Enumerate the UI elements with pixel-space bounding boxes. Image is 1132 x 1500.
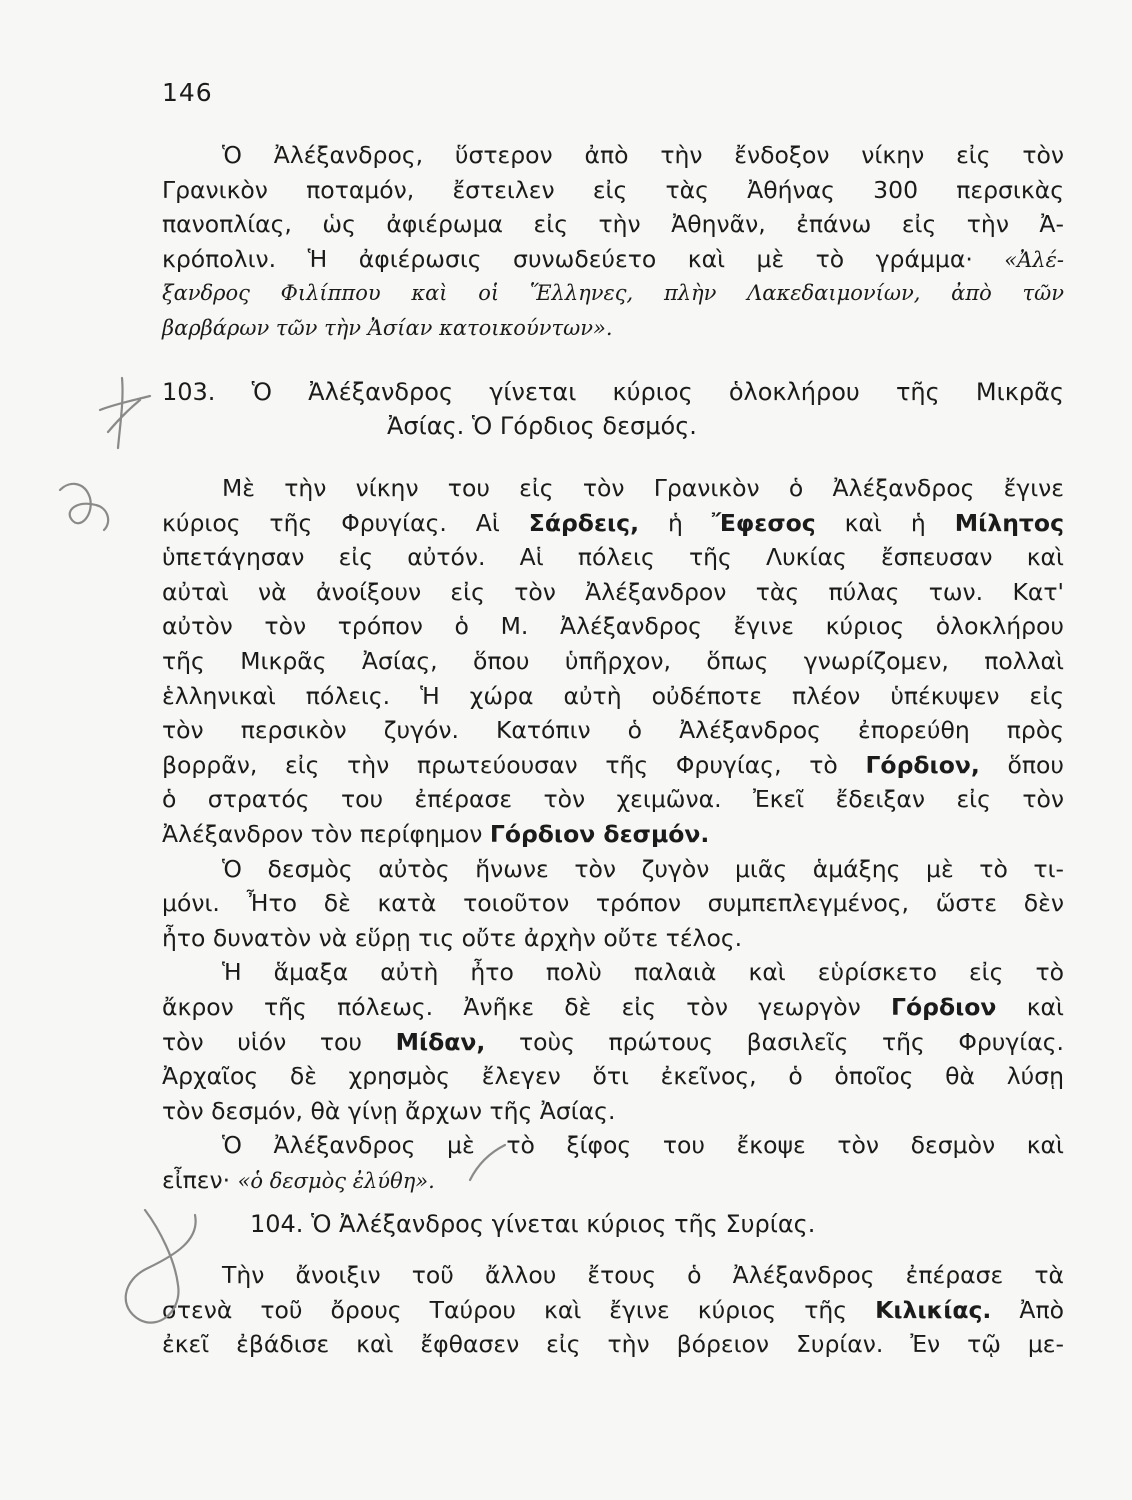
text-line: Μὲ τὴν νίκην του εἰς τὸν Γρανικὸν ὁ Ἀλέξανδρος ἔγινε xyxy=(222,474,1064,502)
intro-paragraph xyxy=(162,138,1064,346)
text-line: ἐκεῖ ἐβάδισε καὶ ἔφθασεν εἰς τὴν βόρειον Συρίαν. Ἐν τῷ με- xyxy=(162,1330,1064,1359)
text-line: αὐτὸν τὸν τρόπον ὁ Μ. Ἀλέξανδρος ἔγινε κύριος ὁλοκλήρου xyxy=(162,612,1064,641)
section-heading-103-cont: Ἀσίας. Ὁ Γόρδιος δεσμός. xyxy=(387,412,697,440)
text-line xyxy=(162,990,1064,1025)
text-line xyxy=(162,748,1064,783)
text-span: στενὰ τοῦ ὄρους Ταύρου καὶ ἔγινε κύριος τῆς xyxy=(162,1295,876,1324)
bold-term: Μίλητος xyxy=(954,508,1064,537)
text-line: Τὴν ἄνοιξιν τοῦ ἄλλου ἔτους ὁ Ἀλέξανδρος ἐπέρασε τὰ xyxy=(222,1261,1064,1289)
bold-term: Γόρδιον, xyxy=(865,750,980,779)
text-span: ἄκρον τῆς πόλεως. Ἀνῆκε δὲ εἰς τὸν γεωργὸν xyxy=(162,992,892,1021)
text-line: Ὁ δεσμὸς αὐτὸς ἥνωνε τὸν ζυγὸν μιᾶς ἁμάξης μὲ τὸ τι- xyxy=(222,854,1064,883)
text-line xyxy=(162,1163,1064,1198)
pencil-cross-mark xyxy=(100,378,150,448)
text-span: κύριος τῆς Φρυγίας. Αἱ xyxy=(162,508,529,537)
bold-term: Γόρδιον xyxy=(891,992,997,1021)
text-span: Ἀλέξανδρον τὸν περίφημον xyxy=(162,819,490,848)
text-line xyxy=(162,506,1064,541)
text-line: ὁ στρατός του ἐπέρασε τὸν χειμῶνα. Ἐκεῖ ἔδειξαν εἰς τὸν xyxy=(162,785,1064,814)
text-span: τὸν υἱόν του xyxy=(162,1027,396,1056)
section-heading-104: 104. Ὁ Ἀλέξανδρος γίνεται κύριος τῆς Συρίας. xyxy=(250,1210,816,1238)
text-line xyxy=(162,242,1064,277)
text-line: Ὁ Ἀλέξανδρος μὲ τὸ ξίφος του ἔκοψε τὸν δεσμὸν καὶ xyxy=(222,1131,1064,1160)
text-span: καὶ ἡ xyxy=(815,508,955,537)
quote-italic: «Ἀλέ- xyxy=(1004,247,1064,272)
text-line: ὑπετάγησαν εἰς αὐτόν. Αἱ πόλεις τῆς Λυκίας ἔσπευσαν καὶ xyxy=(162,543,1064,572)
text-line: τὸν περσικὸν ζυγόν. Κατόπιν ὁ Ἀλέξανδρος ἐπορεύθη πρὸς xyxy=(162,716,1064,745)
paragraph-103-1 xyxy=(162,471,1064,1197)
text-line: Γρανικὸν ποταμόν, ἔστειλεν εἰς τὰς Ἀθήνας 300 περσικὰς xyxy=(162,175,1064,204)
quote-line: ξανδρος Φιλίππου καὶ οἱ Ἕλληνες, πλὴν Λακεδαιμονίων, ἀπὸ τῶν xyxy=(162,281,1064,306)
pencil-scribble xyxy=(60,484,108,530)
paragraph-104-1 xyxy=(162,1258,1064,1362)
text-span: εἶπεν· xyxy=(162,1165,238,1194)
quote-italic: «ὁ δεσμὸς ἐλύθη». xyxy=(237,1168,435,1193)
text-span: Ἀπὸ xyxy=(991,1295,1064,1324)
page-number: 146 xyxy=(162,78,213,107)
text-line: τῆς Μικρᾶς Ἀσίας, ὅπου ὑπῆρχον, ὅπως γνωρίζομεν, πολλαὶ xyxy=(162,646,1064,675)
text-span: ἡ xyxy=(639,508,712,537)
text-line: ἦτο δυνατὸν νὰ εὕρῃ τις οὔτε ἀρχὴν οὔτε τέλος. xyxy=(162,923,743,952)
bold-term: Γόρδιον δεσμόν. xyxy=(489,819,710,848)
text-line: ἑλληνικαὶ πόλεις. Ἡ χώρα αὐτὴ οὐδέποτε πλέον ὑπέκυψεν εἰς xyxy=(162,681,1064,710)
text-line: αὐταὶ νὰ ἀνοίξουν εἰς τὸν Ἀλέξανδρον τὰς πύλας των. Κατ' xyxy=(162,577,1064,606)
text-line: μόνι. Ἦτο δὲ κατὰ τοιοῦτον τρόπον συμπεπλεγμένος, ὥστε δὲν xyxy=(162,889,1064,918)
bold-term: Κιλικίας. xyxy=(875,1295,992,1324)
section-heading-103: 103. Ὁ Ἀλέξανδρος γίνεται κύριος ὁλοκλήρου τῆς Μικρᾶς xyxy=(162,378,1064,406)
text-line: Ὁ Ἀλέξανδρος, ὕστερον ἀπὸ τὴν ἔνδοξον νίκην εἰς τὸν xyxy=(222,141,1064,169)
bold-term: Σάρδεις, xyxy=(528,508,640,537)
text-span: κρόπολιν. Ἡ ἀφιέρωσις συνωδεύετο καὶ μὲ τὸ γράμμα· xyxy=(162,244,973,273)
text-span: τοὺς πρώτους βασιλεῖς τῆς Φρυγίας. xyxy=(485,1027,1064,1056)
text-line: πανοπλίας, ὡς ἀφιέρωμα εἰς τὴν Ἀθηνᾶν, ἐπάνω εἰς τὴν Ἀ- xyxy=(162,210,1064,239)
bold-term: Μίδαν, xyxy=(395,1027,486,1056)
text-line xyxy=(162,1025,1064,1060)
text-span: ὅπου xyxy=(979,750,1064,779)
text-span: βορρᾶν, εἰς τὴν πρωτεύουσαν τῆς Φρυγίας, τὸ xyxy=(162,750,866,779)
text-line xyxy=(162,817,1064,852)
quote-line: βαρβάρων τῶν τὴν Ἀσίαν κατοικούντων». xyxy=(162,315,613,340)
text-line: τὸν δεσμόν, θὰ γίνῃ ἄρχων τῆς Ἀσίας. xyxy=(162,1096,616,1125)
bold-term: Ἔφεσος xyxy=(711,508,816,537)
text-line: Ἀρχαῖος δὲ χρησμὸς ἔλεγεν ὅτι ἐκεῖνος, ὁ ὁποῖος θὰ λύσῃ xyxy=(162,1062,1064,1091)
text-span: καὶ xyxy=(996,992,1064,1021)
text-line: Ἡ ἅμαξα αὐτὴ ἦτο πολὺ παλαιὰ καὶ εὑρίσκετο εἰς τὸ xyxy=(222,958,1064,987)
text-line xyxy=(162,1293,1064,1328)
